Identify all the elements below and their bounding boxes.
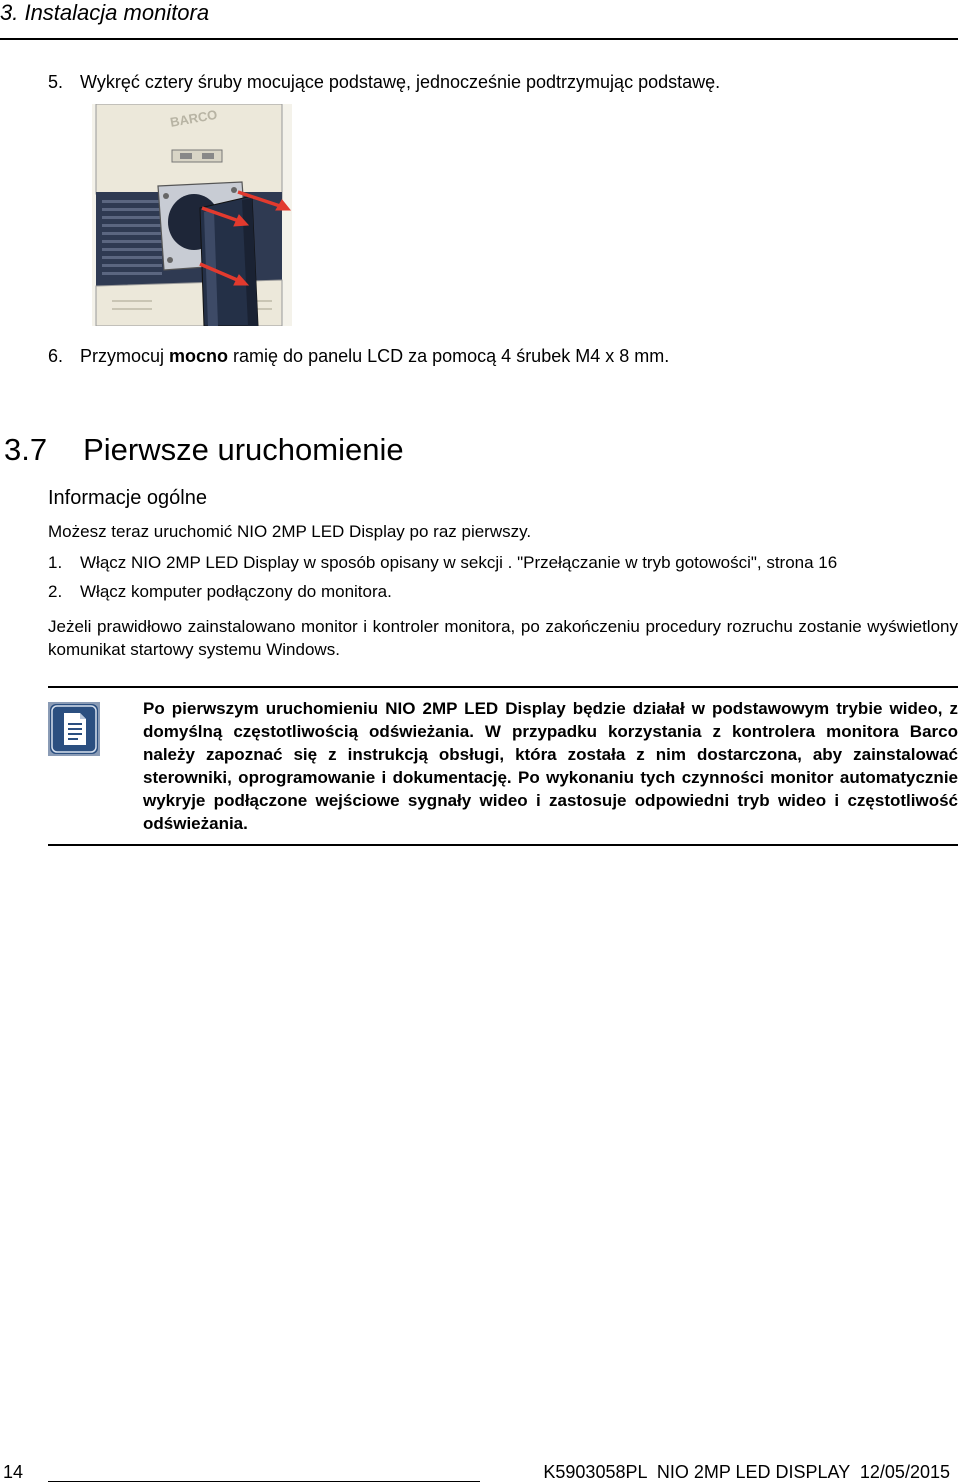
step-5-text: Wykręć cztery śruby mocujące podstawę, jednocześnie podtrzymując podstawę. (80, 72, 721, 92)
step-6-post: ramię do panelu LCD za pomocą 4 śrubek M4 x 8 mm. (228, 346, 670, 366)
section-title-text: Pierwsze uruchomienie (83, 432, 404, 467)
monitor-stand-illustration (92, 104, 292, 326)
step-6-number: 6. (48, 346, 64, 366)
intro-text: Możesz teraz uruchomić NIO 2MP LED Display po raz pierwszy. (48, 522, 532, 541)
item-2-text: Włącz komputer podłączony do monitora. (80, 582, 392, 601)
step-5-number: 5. (48, 72, 64, 92)
step-6-pre: Przymocuj (80, 346, 170, 366)
item-2-number: 2. (48, 582, 63, 601)
item-1-text: Włącz NIO 2MP LED Display w sposób opisany w sekcji . "Przełączanie w tryb gotowości", strona 16 (80, 553, 838, 572)
step-6-text (80, 346, 669, 367)
section-number: 3.7 (4, 432, 48, 467)
startup-paragraph: Jeżeli prawidłowo zainstalowano monitor i kontroler monitora, po zakończeniu procedury rozruchu zostanie wyświetlony komunikat startowy systemu Windows. (48, 617, 958, 659)
page-number: 14 (3, 1462, 24, 1482)
note-text: Po pierwszym uruchomieniu NIO 2MP LED Display będzie działał w podstawowym trybie wideo, z domyślną częstotliwością odświeżania. W przypadku korzystania z kontrolera monitora Barco należy zapoznać się z instrukcją obsługi, która została z nim dostarczona, aby zainstalować sterowniki, oprogramowanie i dokumentację. Po wykonaniu tych czynności monitor automatycznie wykryje podłączone wejściowe sygnały wideo i zastosuje odpowiedni tryb wideo i częstotliwość odświeżania. (143, 699, 958, 833)
footer-rule (48, 1481, 480, 1482)
section-title (4, 432, 404, 468)
chapter-header: 3. Instalacja monitora (0, 0, 210, 25)
header-rule (0, 38, 958, 40)
footer-doc-info: K5903058PL NIO 2MP LED DISPLAY 12/05/2015 (543, 1462, 950, 1482)
barco-logo: BARCO (168, 106, 219, 130)
subheading: Informacje ogólne (48, 487, 207, 509)
note-bottom-rule (48, 844, 958, 846)
note-document-icon (48, 702, 100, 756)
note-top-rule (48, 686, 958, 688)
item-1-number: 1. (48, 553, 63, 572)
step-6-bold: mocno (169, 346, 229, 366)
